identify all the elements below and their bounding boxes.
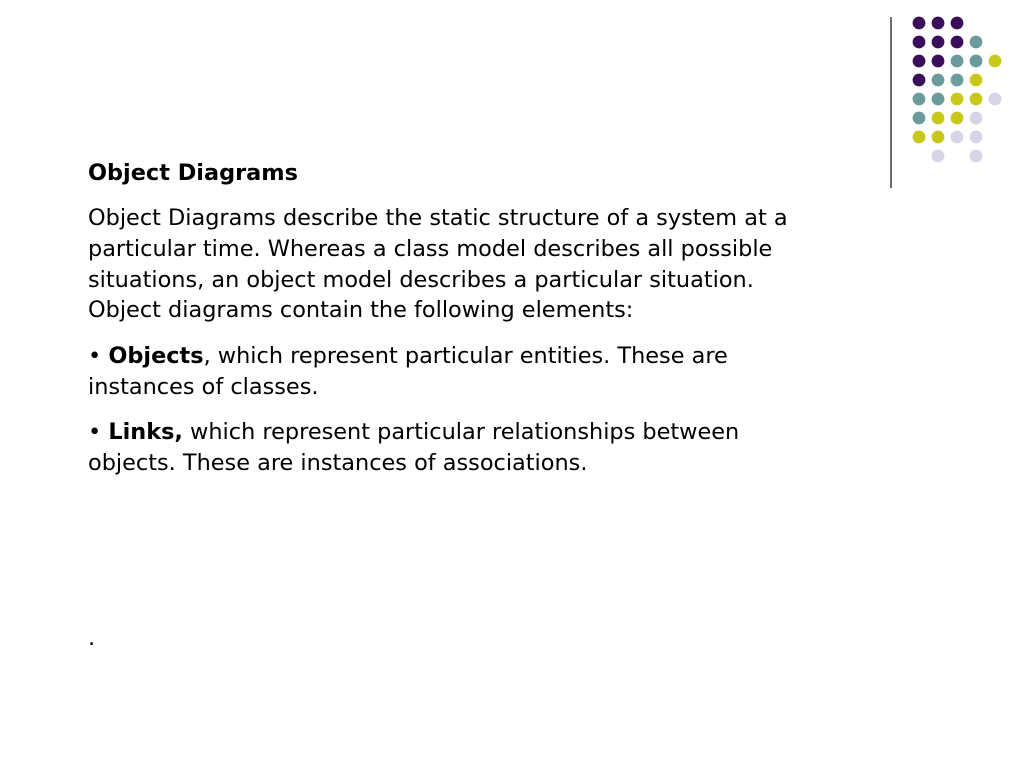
dot <box>913 17 926 30</box>
slide-heading: Object Diagrams <box>88 160 298 186</box>
dot <box>913 93 926 106</box>
dot <box>932 17 945 30</box>
intro-paragraph: Object Diagrams describe the static structure of a system at a particular time. Whereas a class model describes all possible situations, an object model describes a particular situation. Object diagrams contain the following elements: <box>88 205 788 324</box>
dot <box>951 55 964 68</box>
dot <box>932 55 945 68</box>
dot <box>970 36 983 49</box>
slide-body <box>88 158 828 479</box>
dot <box>970 150 983 163</box>
dot <box>951 131 964 144</box>
dot <box>970 74 983 87</box>
dot <box>970 131 983 144</box>
dot <box>913 74 926 87</box>
dot <box>951 112 964 125</box>
dot <box>989 55 1002 68</box>
dot <box>932 150 945 163</box>
dot <box>932 74 945 87</box>
dot <box>913 112 926 125</box>
dot <box>970 112 983 125</box>
dot <box>932 93 945 106</box>
dot <box>932 131 945 144</box>
bullet-marker: • <box>88 419 109 446</box>
dot <box>951 17 964 30</box>
bullet-objects <box>88 341 828 402</box>
dot <box>951 74 964 87</box>
dot <box>970 93 983 106</box>
trailing-period: . <box>88 625 96 651</box>
dot <box>989 93 1002 106</box>
dot <box>913 55 926 68</box>
dot <box>913 131 926 144</box>
bullet-marker: • <box>88 343 109 370</box>
bullet-term: Links, <box>108 419 183 446</box>
bullet-text: which represent particular relationships between objects. These are instances of associations. <box>88 419 740 477</box>
dot <box>951 93 964 106</box>
bullet-text: , which represent particular entities. These are instances of classes. <box>88 343 728 400</box>
dot <box>951 36 964 49</box>
dot <box>970 55 983 68</box>
bullet-term: Objects <box>108 343 204 370</box>
dot <box>913 36 926 49</box>
dot <box>932 112 945 125</box>
bullet-links <box>88 417 828 478</box>
dot <box>932 36 945 49</box>
